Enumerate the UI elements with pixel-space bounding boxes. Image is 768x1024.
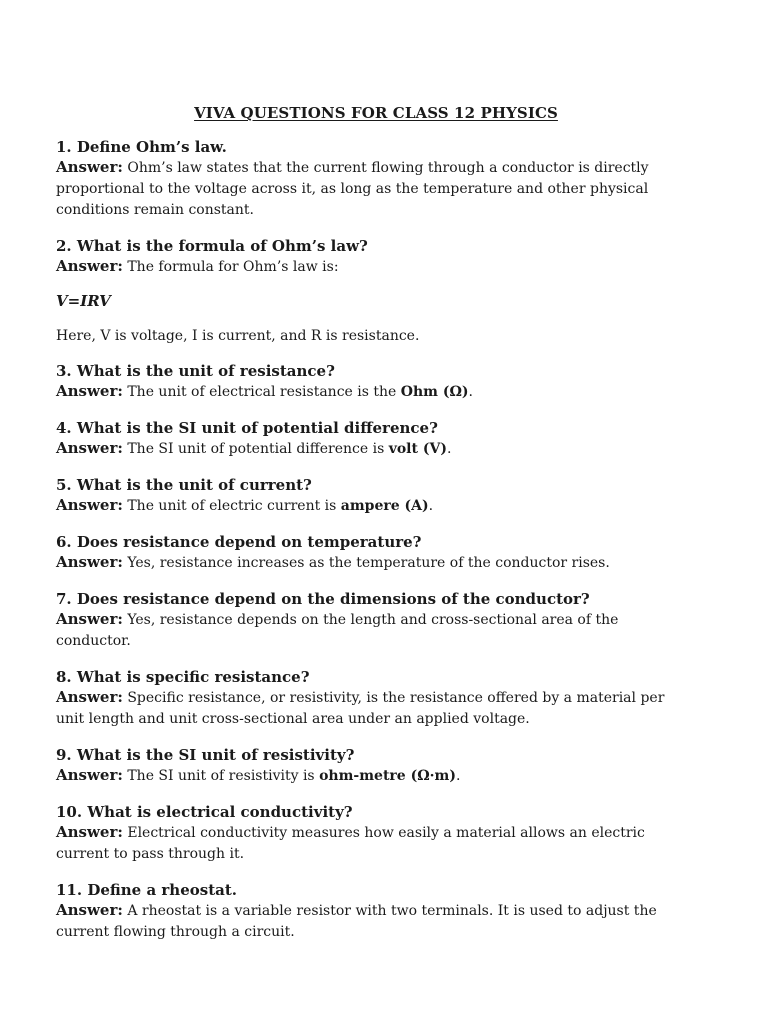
answer-text: Ohm’s law states that the current flowing through a conductor is directly proportional to the voltage across it, as long as the temperature and other physical conditions remain constant. — [56, 160, 649, 218]
document-page — [56, 104, 696, 958]
answer-text: Yes, resistance increases as the temperature of the conductor rises. — [127, 555, 610, 571]
answer-label: Answer: — [56, 901, 123, 919]
answer-end: . — [468, 384, 473, 400]
question-1: 1. Define Ohm’s law. — [56, 138, 227, 156]
qa-item-6 — [56, 532, 696, 574]
question-4: 4. What is the SI unit of potential difference? — [56, 419, 438, 437]
question-6: 6. Does resistance depend on temperature? — [56, 533, 422, 551]
question-5: 5. What is the unit of current? — [56, 476, 312, 494]
formula-explanation: Here, V is voltage, I is current, and R is resistance. — [56, 328, 420, 344]
answer-text: The unit of electrical resistance is the — [127, 384, 401, 400]
answer-label: Answer: — [56, 257, 123, 275]
answer-text: Yes, resistance depends on the length and cross-sectional area of the conductor. — [56, 612, 619, 649]
answer-label: Answer: — [56, 610, 123, 628]
answer-highlight: ohm-metre (Ω·m) — [319, 768, 456, 784]
qa-item-3 — [56, 361, 696, 403]
answer-3 — [56, 381, 696, 403]
answer-label: Answer: — [56, 688, 123, 706]
question-10: 10. What is electrical conductivity? — [56, 803, 353, 821]
answer-6 — [56, 552, 696, 574]
answer-end: . — [455, 768, 461, 784]
answer-2 — [56, 256, 696, 278]
qa-item-4 — [56, 418, 696, 460]
answer-5 — [56, 495, 696, 517]
answer-text: The SI unit of potential difference is — [127, 441, 389, 457]
answer-highlight: ampere (A) — [340, 498, 429, 514]
qa-item-9 — [56, 745, 696, 787]
answer-text: Specific resistance, or resistivity, is the resistance offered by a material per unit length and unit cross-sectional area under an applied voltage. — [56, 690, 665, 727]
question-3: 3. What is the unit of resistance? — [56, 362, 335, 380]
answer-label: Answer: — [56, 766, 123, 784]
answer-highlight: volt (V) — [388, 441, 447, 457]
answer-text: The formula for Ohm’s law is: — [127, 259, 339, 275]
qa-item-10 — [56, 802, 696, 865]
answer-label: Answer: — [56, 823, 123, 841]
answer-text: A rheostat is a variable resistor with two terminals. It is used to adjust the current flowing through a circuit. — [56, 903, 657, 940]
question-7: 7. Does resistance depend on the dimensions of the conductor? — [56, 590, 590, 608]
qa-item-8 — [56, 667, 696, 730]
answer-9 — [56, 765, 696, 787]
document-title: VIVA QUESTIONS FOR CLASS 12 PHYSICS — [194, 104, 558, 122]
answer-10 — [56, 822, 696, 865]
answer-text: Electrical conductivity measures how easily a material allows an electric current to pass through it. — [56, 825, 645, 862]
qa-item-1 — [56, 137, 696, 221]
question-11: 11. Define a rheostat. — [56, 881, 237, 899]
ohms-law-formula: V=IRV — [56, 292, 111, 310]
question-2: 2. What is the formula of Ohm’s law? — [56, 237, 368, 255]
qa-item-7 — [56, 589, 696, 652]
answer-7 — [56, 609, 696, 652]
answer-label: Answer: — [56, 553, 123, 571]
answer-11 — [56, 900, 696, 943]
answer-highlight: Ohm (Ω) — [400, 384, 469, 400]
answer-4 — [56, 438, 696, 460]
qa-item-11 — [56, 880, 696, 943]
answer-label: Answer: — [56, 496, 123, 514]
question-8: 8. What is specific resistance? — [56, 668, 310, 686]
answer-1 — [56, 157, 696, 221]
answer-end: . — [428, 498, 434, 514]
qa-item-5 — [56, 475, 696, 517]
answer-text: The SI unit of resistivity is — [127, 768, 320, 784]
qa-item-2 — [56, 236, 696, 278]
answer-end: . — [446, 441, 452, 457]
answer-8 — [56, 687, 696, 730]
answer-label: Answer: — [56, 439, 123, 457]
answer-text: The unit of electric current is — [127, 498, 341, 514]
question-9: 9. What is the SI unit of resistivity? — [56, 746, 355, 764]
answer-label: Answer: — [56, 158, 123, 176]
answer-label: Answer: — [56, 382, 123, 400]
